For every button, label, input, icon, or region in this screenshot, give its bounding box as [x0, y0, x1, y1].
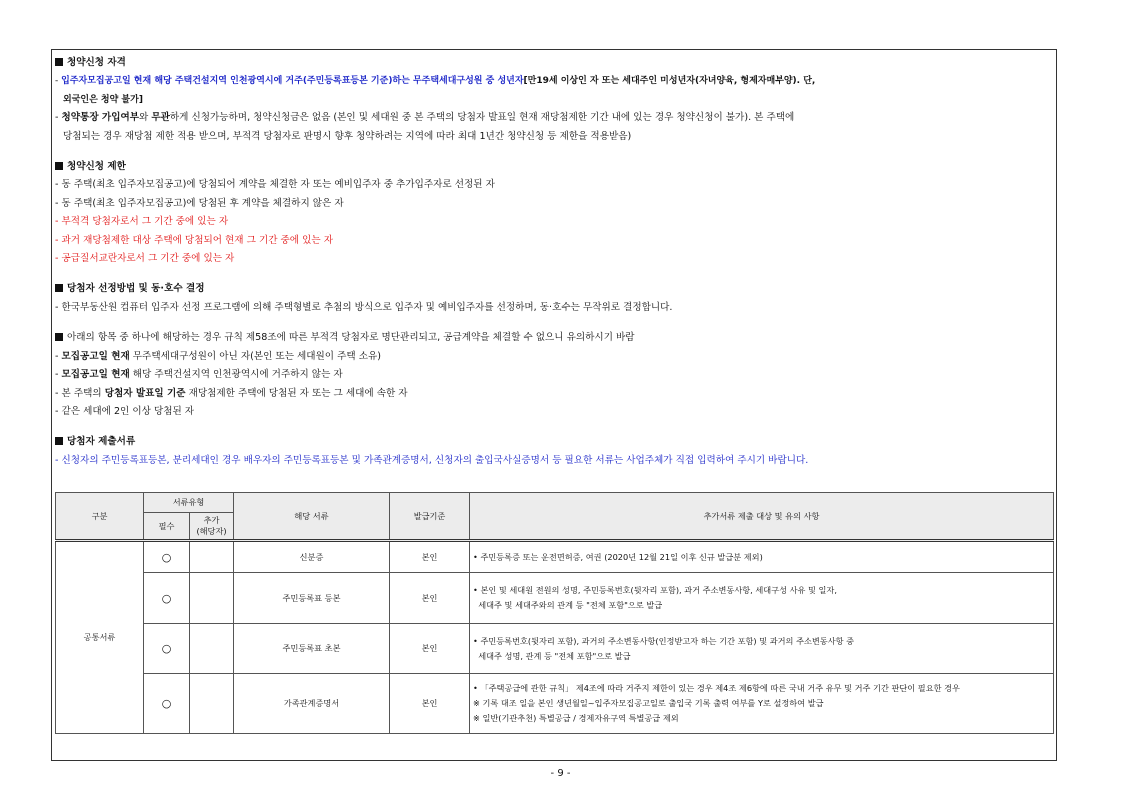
- eligibility-heading: 청약신청 자격: [55, 54, 1052, 72]
- doc-notes: • 본인 및 세대원 전원의 성명, 주민등록번호(뒷자리 포함), 과거 주소변동사항, 세대구성 사유 및 일자, 세대주 및 세대주와의 관계 등 "전체 포함"으로 발급: [470, 573, 1054, 624]
- square-bullet-icon: [55, 333, 63, 341]
- table-row: [56, 573, 1054, 624]
- square-bullet-icon: [55, 437, 63, 445]
- selection-heading: 당첨자 선정방법 및 동·호수 결정: [55, 280, 1052, 298]
- ineligible-item: - 모집공고일 현재 해당 주택건설지역 인천광역시에 거주하지 않는 자: [55, 369, 343, 381]
- eligibility-line-2: 외국인은 청약 불가]: [63, 94, 143, 105]
- header-doc-type: 서류유형: [144, 493, 234, 513]
- doc-name: 주민등록표 초본: [234, 624, 390, 674]
- square-bullet-icon: [55, 58, 63, 66]
- square-bullet-icon: [55, 284, 63, 292]
- restriction-item: - 동 주택(최초 입주자모집공고)에 당첨된 후 계약을 체결하지 않은 자: [55, 197, 344, 209]
- header-required: 필수: [144, 513, 190, 541]
- eligibility-line-1: - 입주자모집공고일 현재 해당 주택건설지역 인천광역시에 거주(주민등록표등본 기준)하는 무주택세대구성원 중 성년자[만19세 이상인 자 또는 세대주인 미성년자(자녀양육, 형제자매부양). 단,: [55, 76, 816, 87]
- ineligible-intro: 아래의 항목 중 하나에 해당하는 경우 규칙 제58조에 따른 부적격 당첨자로 명단관리되고, 공급계약을 체결할 수 없으니 유의하시기 바람: [55, 329, 1052, 347]
- selection-text: - 한국부동산원 컴퓨터 입주자 선정 프로그램에 의해 주택형별로 추첨의 방식으로 입주자 및 예비입주자를 선정하며, 동·호수는 무작위로 결정합니다.: [55, 301, 673, 313]
- restriction-item: - 동 주택(최초 입주자모집공고)에 당첨되어 계약을 체결한 자 또는 예비입주자 중 추가입주자로 선정된 자: [55, 179, 495, 191]
- restrictions-heading: 청약신청 제한: [55, 158, 1052, 176]
- doc-issuer: 본인: [390, 573, 470, 624]
- doc-name: 가족관계증명서: [234, 674, 390, 734]
- table-row: [56, 624, 1054, 674]
- document-body: [55, 54, 1052, 470]
- eligibility-line-3: - 청약통장 가입여부와 무관하게 신청가능하며, 청약신청금은 없음 (본인 및 세대원 중 본 주택의 당첨자 발표일 현재 재당첨제한 기간 내에 있는 경우 청약신청이 불가). 본 주택에: [55, 112, 795, 124]
- doc-name: 신분증: [234, 541, 390, 573]
- restriction-item-red: - 부적격 당첨자로서 그 기간 중에 있는 자: [55, 216, 229, 228]
- header-issuer: 발급기준: [390, 493, 470, 541]
- eligibility-line-4: 당첨되는 경우 재당첨 제한 적용 받으며, 부적격 당첨자로 판명시 향후 청약하려는 지역에 따라 최대 1년간 청약신청 등 제한을 적용받음): [63, 130, 632, 142]
- header-additional: 추가 (해당자): [190, 513, 234, 541]
- documents-notice: - 신청자의 주민등록표등본, 분리세대인 경우 배우자의 주민등록표등본 및 가족관계증명서, 신청자의 출입국사실증명서 등 필요한 서류는 사업주체가 직접 입력하여 주시기 바랍니다.: [55, 454, 809, 466]
- required-mark: ○: [144, 674, 190, 734]
- additional-mark: [190, 624, 234, 674]
- additional-mark: [190, 573, 234, 624]
- required-mark: ○: [144, 573, 190, 624]
- doc-issuer: 본인: [390, 674, 470, 734]
- doc-issuer: 본인: [390, 541, 470, 573]
- documents-heading: 당첨자 제출서류: [55, 433, 1052, 451]
- table-row: [56, 674, 1054, 734]
- group-label: 공통서류: [56, 541, 144, 734]
- header-doc-name: 해당 서류: [234, 493, 390, 541]
- ineligible-item: - 모집공고일 현재 무주택세대구성원이 아닌 자(본인 또는 세대원이 주택 소유): [55, 350, 381, 362]
- required-mark: ○: [144, 541, 190, 573]
- additional-mark: [190, 541, 234, 573]
- ineligible-item: - 같은 세대에 2인 이상 당첨된 자: [55, 405, 195, 417]
- square-bullet-icon: [55, 162, 63, 170]
- doc-notes: • 주민등록증 또는 운전면허증, 여권 (2020년 12월 21일 이후 신규 발급분 제외): [470, 541, 1054, 573]
- ineligible-item: - 본 주택의 당첨자 발표일 기준 재당첨제한 주택에 당첨된 자 또는 그 세대에 속한 자: [55, 387, 408, 399]
- restriction-item-red: - 과거 재당첨제한 대상 주택에 당첨되어 현재 그 기간 중에 있는 자: [55, 234, 333, 246]
- header-notes: 추가서류 제출 대상 및 유의 사항: [470, 493, 1054, 541]
- doc-name: 주민등록표 등본: [234, 573, 390, 624]
- required-mark: ○: [144, 624, 190, 674]
- additional-mark: [190, 674, 234, 734]
- documents-table: [55, 492, 1054, 734]
- doc-notes: • 「주택공급에 관한 규칙」 제4조에 따라 거주지 제한이 있는 경우 제4조 제6항에 따른 국내 거주 유무 및 거주 기간 판단이 필요한 경우 ※ 기록 대조 일을 본인 생년월일~입주자모집공고일로 출입국 기록 출력 여부를 Y로 설정하여 발급 ※ 일반(기관추천) 특별공급 / 경제자유구역 특별공급 제외: [470, 674, 1054, 734]
- doc-notes: • 주민등록번호(뒷자리 포함), 과거의 주소변동사항(인정받고자 하는 기간 포함) 및 과거의 주소변동사항 중 세대주 성명, 관계 등 "전체 포함"으로 발급: [470, 624, 1054, 674]
- page-number: - 9 -: [550, 768, 571, 779]
- restriction-item-red: - 공급질서교란자로서 그 기간 중에 있는 자: [55, 253, 235, 265]
- doc-issuer: 본인: [390, 624, 470, 674]
- header-category: 구분: [56, 493, 144, 541]
- table-row: [56, 541, 1054, 573]
- document-frame: [51, 49, 1057, 761]
